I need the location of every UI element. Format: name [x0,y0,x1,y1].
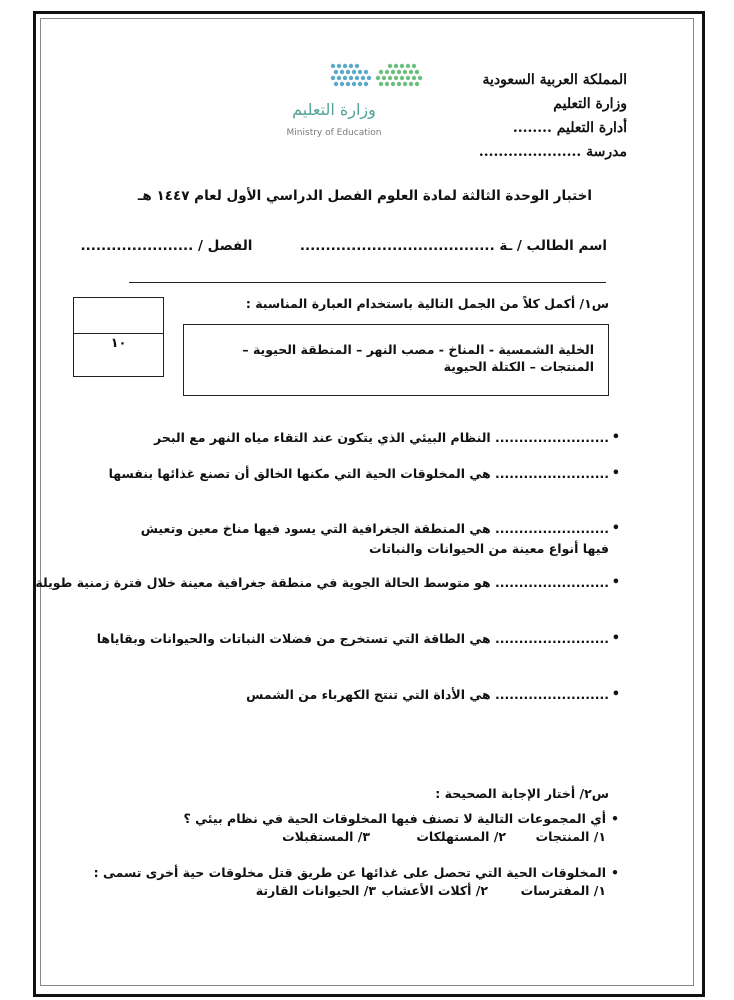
fill-blank-item: ........................ هي الطاقة التي تستخرج من فضلات النباتات والحيوانات وبقاياها [96,631,609,646]
word-bank: الخلية الشمسية - المناخ - مصب النهر – المنطقة الحيوية – المنتجات – الكتلة الحيوية [183,324,609,396]
mc-question-text: أي المجموعات التالية لا تصنف فيها المخلوقات الحية في نظام بيئي ؟ [183,811,606,826]
bullet-icon: • [611,466,620,481]
fill-blank-item: ........................ هي المنطقة الجغرافية التي يسود فيها مناخ معين وتعيش فيها أنواع معينة من الحيوانات والنباتات [140,521,609,556]
question2-prompt: س٢/ أختار الإجابة الصحيحة : [435,786,609,801]
class-label: الفصل / ...................... [80,238,253,254]
mc-option: ٢/ أكلات الأعشاب [381,883,488,898]
bullet-icon: • [611,865,619,880]
fill-blank-item: ........................ هي الأداة التي تنتج الكهرباء من الشمس [246,687,609,702]
logo-arabic-text: وزارة التعليم [292,100,376,119]
mc-options [184,828,606,846]
divider [129,282,606,283]
mc-option: ٢/ المستهلكات [416,829,506,844]
score-value: ١٠ [110,336,127,351]
logo-dots-icon [329,62,423,92]
mc-question-text: المخلوقات الحية التي تحصل على غذائها عن طريق قتل مخلوقات حية أخرى تسمى : [93,865,606,880]
score-box-divider [74,333,163,334]
list-item [124,519,620,559]
mc-option: ٣/ الحيوانات القارتة [255,883,376,898]
mc-question [93,864,619,900]
mc-option: ١/ المنتجات [535,829,606,844]
bullet-icon: • [611,575,620,590]
student-name-label: اسم الطالب / ـة ...................................... [299,238,607,254]
header-administration: أدارة التعليم ........ [512,120,627,136]
ministry-logo [284,58,424,148]
fill-blank-item: ........................ هو متوسط الحالة الجوية في منطقة جغرافية معينة خلال فترة زمنية طويلة [35,575,609,590]
question1-prompt: س١/ أكمل كلاً من الجمل التالية باستخدام العبارة المناسبة : [245,296,609,311]
score-box [73,297,164,377]
bullet-icon: • [611,521,620,536]
list-item [154,428,620,448]
mc-option: ٣/ المستقبلات [282,829,370,844]
list-item [35,573,620,593]
header-ministry: وزارة التعليم [553,96,627,112]
mc-question [183,810,619,846]
bullet-icon: • [611,811,619,826]
header-kingdom: المملكة العربية السعودية [482,72,627,88]
mc-option: ١/ المفترسات [520,883,606,898]
list-item [108,464,620,484]
student-info-line [80,238,607,254]
logo-english-text: Ministry of Education [286,128,382,138]
mc-options [94,882,606,900]
bullet-icon: • [611,430,620,445]
bullet-icon: • [611,631,620,646]
header-school: مدرسة ..................... [478,144,627,160]
fill-blank-item: ........................ النظام البيئي الذي يتكون عند التقاء مياه النهر مع البحر [154,430,609,445]
bullet-icon: • [611,687,620,702]
exam-title: اختبار الوحدة الثالثة لمادة العلوم الفصل الدراسي الأول لعام ١٤٤٧ هـ [137,188,592,204]
list-item [246,685,620,705]
fill-blank-item: ........................ هي المخلوقات الحية التي مكنها الخالق أن تصنع غذائها بنفسها [108,466,609,481]
list-item [96,629,620,649]
